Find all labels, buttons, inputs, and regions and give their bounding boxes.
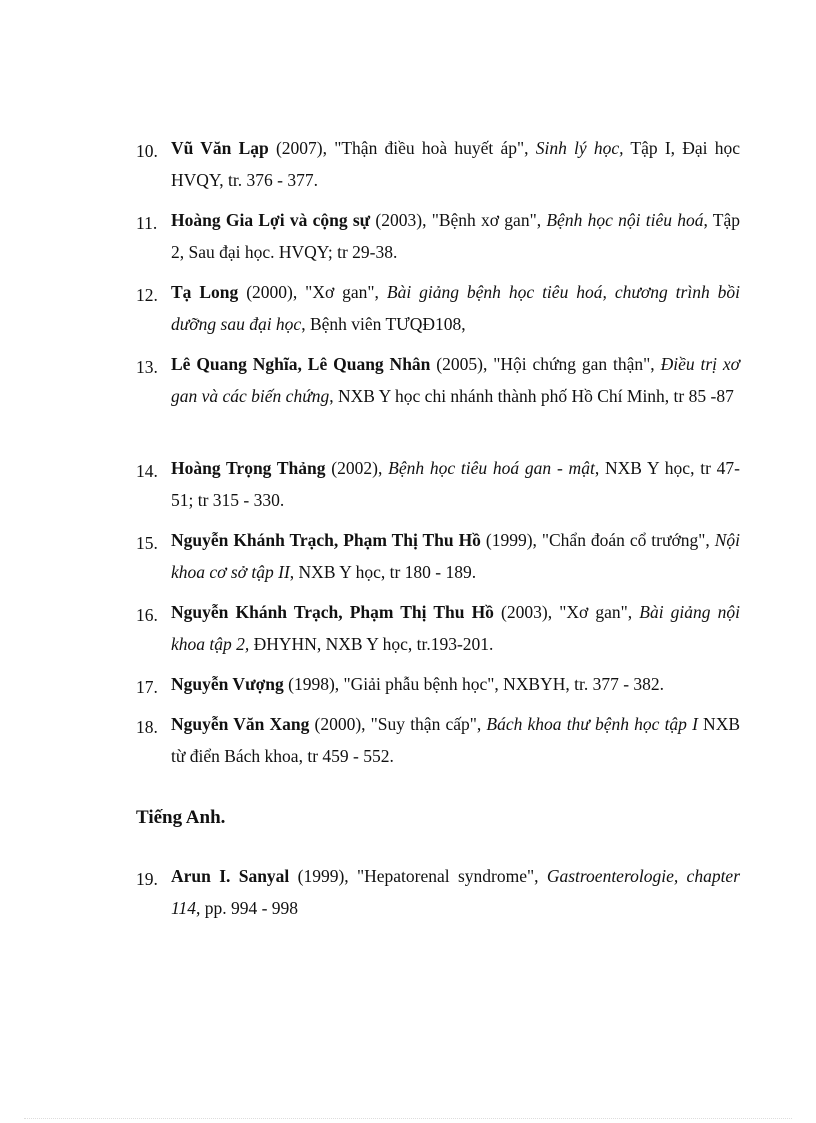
reference-item	[136, 708, 740, 772]
reference-text	[171, 860, 740, 924]
reference-item	[136, 668, 740, 700]
reference-detail: NXB từ điển Bách khoa, tr 459 - 552.	[171, 714, 741, 766]
reference-detail: (2000), "Xơ gan",	[238, 282, 387, 302]
reference-source-title: Gastroenterologie, chapter 114	[171, 866, 741, 918]
reference-detail: , Tập 2, Sau đại học. HVQY; tr 29-38.	[171, 210, 741, 262]
reference-text	[171, 596, 740, 660]
reference-detail: (2003), "Bệnh xơ gan",	[370, 210, 547, 230]
reference-number: 13.	[136, 357, 158, 377]
reference-detail: , NXB Y học chi nhánh thành phố Hồ Chí Minh, tr 85 -87	[329, 386, 734, 406]
reference-detail: (1998), "Giải phẫu bệnh học", NXBYH, tr. 377 - 382.	[283, 674, 665, 694]
reference-source-title: Điều trị xơ gan và các biến chứng	[171, 354, 741, 406]
reference-number: 12.	[136, 285, 158, 305]
reference-source-title: Nội khoa cơ sở tập II	[171, 530, 740, 582]
reference-item	[136, 452, 740, 516]
section-title-english: Tiếng Anh.	[136, 807, 226, 828]
reference-author: Hoàng Trọng Thảng	[171, 458, 326, 478]
reference-detail: , NXB Y học, tr 180 - 189.	[289, 562, 477, 582]
reference-item	[136, 860, 740, 924]
reference-source-title: Bệnh học nội tiêu hoá	[546, 210, 704, 230]
reference-text	[171, 348, 740, 412]
reference-text	[171, 708, 740, 772]
reference-source-title: Bệnh học tiêu hoá gan - mật	[388, 458, 595, 478]
reference-source-title: Bách khoa thư bệnh học tập I	[486, 714, 698, 734]
reference-author: Tạ Long	[171, 282, 239, 302]
reference-author: Nguyễn Khánh Trạch, Phạm Thị Thu Hồ	[171, 530, 481, 550]
reference-item	[136, 524, 740, 588]
reference-item	[136, 204, 740, 268]
reference-source-title: Bài giảng bệnh học tiêu hoá, chương trình bồi dưỡng sau đại học	[171, 282, 740, 334]
reference-item	[136, 132, 740, 196]
page-footer-divider	[24, 1118, 792, 1119]
reference-author: Nguyễn Văn Xang	[171, 714, 310, 734]
reference-author: Hoàng Gia Lợi và cộng sự	[171, 210, 371, 230]
reference-text	[171, 204, 740, 268]
reference-number: 16.	[136, 605, 158, 625]
reference-detail: , NXB Y học, tr 47-51; tr 315 - 330.	[171, 458, 741, 510]
reference-detail: (2002),	[325, 458, 389, 478]
reference-detail: Tập I, Đại học HVQY, tr. 376 - 377.	[171, 138, 740, 190]
reference-number: 19.	[136, 869, 158, 889]
reference-author: Vũ Văn Lạp	[171, 138, 269, 158]
reference-number: 15.	[136, 533, 158, 553]
reference-detail: , Bệnh viên TƯQĐ108,	[301, 314, 466, 334]
reference-detail: (2005), "Hội chứng gan thận",	[430, 354, 661, 374]
reference-text	[171, 668, 740, 700]
reference-number: 17.	[136, 677, 158, 697]
reference-detail: ĐHYHN, NXB Y học, tr.193-201.	[249, 634, 494, 654]
reference-detail: (2007), "Thận điều hoà huyết áp",	[268, 138, 536, 158]
reference-detail: (1999), "Chẩn đoán cổ trướng",	[480, 530, 715, 550]
reference-item	[136, 276, 740, 340]
reference-author: Lê Quang Nghĩa, Lê Quang Nhân	[171, 354, 431, 374]
reference-detail: (2003), "Xơ gan",	[493, 602, 640, 622]
reference-text	[171, 524, 740, 588]
reference-detail: , pp. 994 - 998	[195, 898, 299, 918]
reference-item	[136, 596, 740, 660]
reference-author: Nguyễn Khánh Trạch, Phạm Thị Thu Hồ	[171, 602, 494, 622]
reference-author: Nguyễn Vượng	[171, 674, 284, 694]
reference-item	[136, 348, 740, 412]
reference-number: 14.	[136, 461, 158, 481]
reference-author: Arun I. Sanyal	[171, 866, 290, 886]
reference-number: 11.	[136, 213, 158, 233]
reference-source-title: Sinh lý học,	[535, 138, 624, 158]
reference-detail: (2000), "Suy thận cấp",	[309, 714, 487, 734]
reference-text	[171, 452, 740, 516]
reference-text	[171, 132, 740, 196]
reference-source-title: Bài giảng nội khoa tập 2,	[171, 602, 740, 654]
reference-number: 10.	[136, 141, 158, 161]
reference-detail: (1999), "Hepatorenal syndrome",	[289, 866, 547, 886]
reference-text	[171, 276, 740, 340]
reference-number: 18.	[136, 717, 158, 737]
